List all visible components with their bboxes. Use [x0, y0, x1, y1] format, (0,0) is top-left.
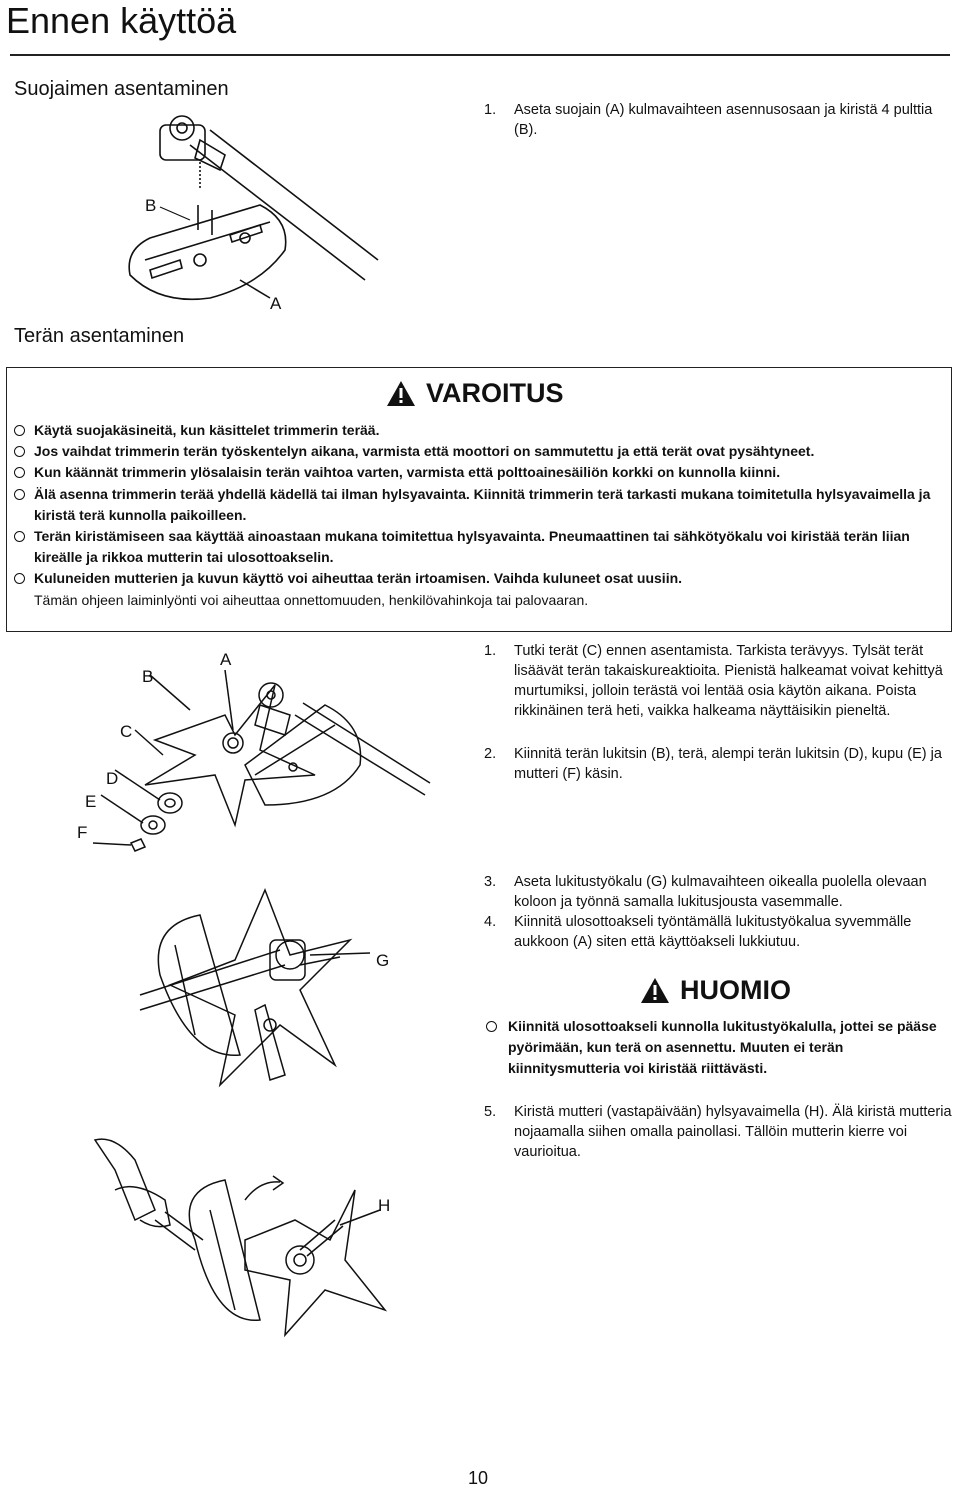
- step-text: Kiristä mutteri (vastapäivään) hylsyavaimella (H). Älä kiristä mutteria nojaamalla siihen omalla painollasi. Tällöin mutterin kierre voi vaurioitua.: [514, 1104, 952, 1160]
- locking-tool-figure: [140, 885, 400, 1095]
- warning-item: [14, 484, 944, 526]
- blade-assembly-figure: [75, 655, 435, 855]
- bullet-icon: [14, 425, 25, 436]
- tightening-figure: [95, 1130, 395, 1340]
- notice-text: Kiinnitä ulosottoakseli kunnolla lukitustyökalulla, jottei se pääse pyörimään, kun terä on asennettu. Muuten ei terän kiinnitysmutteria voi kiristää riittävästi.: [508, 1018, 937, 1076]
- warning-item-text: Jos vaihdat trimmerin terän työskentelyn aikana, varmista että moottori on sammutettu ja että terät ovat pysähtyneet.: [34, 443, 815, 460]
- notice-heading: [640, 975, 791, 1006]
- step-text: Tutki terät (C) ennen asentamista. Tarkista terävyys. Tylsät terät lisäävät terän takaiskureaktioita. Pienistä halkeamat voivat kehittyä murtumiksi, jolloin terästä voi lentää osia käytön aikana. Poista rikkinäinen terä heti, vaikka halkeama näyttäisikin pieneltä.: [514, 643, 943, 719]
- figure-label-a: A: [220, 650, 232, 669]
- figure-label-f: F: [77, 823, 88, 842]
- warning-footer: Tämän ohjeen laiminlyönti voi aiheuttaa onnettomuuden, henkilövahinkoja tai palovaaran.: [34, 591, 589, 608]
- warning-title: VAROITUS: [426, 378, 564, 408]
- warning-item-text: Kun käännät trimmerin ylösalaisin terän vaihtoa varten, varmista että polttoainesäiliön korkki on kunnolla kiinni.: [34, 464, 781, 481]
- figure-label-b: B: [145, 196, 157, 215]
- bullet-icon: [14, 489, 25, 500]
- figure-label-c: C: [120, 722, 133, 741]
- blade-step-4: [484, 912, 954, 952]
- title-divider: [10, 54, 950, 56]
- step-number: 4.: [484, 914, 497, 930]
- blade-step-2: [484, 744, 954, 784]
- page-title: Ennen käyttöä: [6, 0, 237, 41]
- warning-item: [14, 420, 944, 441]
- warning-item-text: Kuluneiden mutterien ja kuvun käyttö voi aiheuttaa terän irtoamisen. Vaihda kuluneet osat uusiin.: [34, 570, 683, 587]
- guard-mounting-figure: [120, 110, 380, 310]
- notice-title: HUOMIO: [680, 975, 791, 1005]
- figure-label-h: H: [378, 1196, 391, 1215]
- warning-item-text: Käytä suojakäsineitä, kun käsittelet trimmerin terää.: [34, 422, 380, 438]
- step-number: 5.: [484, 1104, 497, 1120]
- warning-heading: [386, 378, 564, 409]
- step-number: 1.: [484, 643, 497, 659]
- leader-line-b: [160, 205, 200, 225]
- guard-step-1: [484, 100, 954, 140]
- bullet-icon: [14, 573, 25, 584]
- page-number: 10: [468, 1468, 489, 1488]
- step-text: Aseta lukitustyökalu (G) kulmavaihteen oikealla puolella olevaan koloon ja työnnä samalla lukitusjousta vasemmalle.: [514, 874, 927, 910]
- warning-item: [14, 526, 944, 568]
- section-heading-blade: Terän asentaminen: [14, 325, 185, 347]
- section-heading-guard: Suojaimen asentaminen: [14, 78, 229, 100]
- blade-step-1: [484, 641, 954, 721]
- step-text: Aseta suojain (A) kulmavaihteen asennusosaan ja kiristä 4 pulttia (B).: [514, 102, 933, 138]
- blade-step-5: [484, 1102, 954, 1162]
- figure-label-g: G: [376, 951, 390, 970]
- warning-list: [14, 420, 944, 611]
- step-text: Kiinnitä terän lukitsin (B), terä, alempi terän lukitsin (D), kupu (E) ja mutteri (F) käsin.: [514, 746, 942, 782]
- bullet-icon: [14, 531, 25, 542]
- figure-label-a: A: [270, 294, 282, 313]
- step-number: 2.: [484, 746, 497, 762]
- notice-body: [486, 1016, 946, 1079]
- warning-item-text: Älä asenna trimmerin terää yhdellä kädellä tai ilman hylsyavainta. Kiinnitä trimmerin terä tarkasti mukana toimitetulla hylsyavaimella ja kiristä terä kunnolla paikoilleen.: [34, 485, 931, 523]
- warning-item: [14, 568, 944, 589]
- bullet-icon: [14, 446, 25, 457]
- blade-step-3: [484, 872, 954, 912]
- step-number: 1.: [484, 102, 497, 118]
- step-number: 3.: [484, 874, 497, 890]
- step-text: Kiinnitä ulosottoakseli työntämällä lukitustyökalua syvemmälle aukkoon (A) siten että käyttöakseli lukkiutuu.: [514, 914, 912, 950]
- warning-triangle-icon: [386, 380, 416, 407]
- warning-triangle-icon: [640, 977, 670, 1004]
- warning-item: [14, 441, 944, 462]
- bullet-icon: [14, 467, 25, 478]
- figure-label-d: D: [106, 769, 119, 788]
- warning-item: [14, 462, 944, 483]
- bullet-icon: [486, 1021, 497, 1032]
- figure-label-b: B: [142, 667, 154, 686]
- warning-item-text: Terän kiristämiseen saa käyttää ainoastaan mukana toimitettua hylsyavainta. Pneumaattinen tai sähkötyökalu voi kiristää terän liian kireälle ja rikkoa mutterin tai ulosottoakselin.: [34, 528, 910, 566]
- figure-label-e: E: [85, 792, 97, 811]
